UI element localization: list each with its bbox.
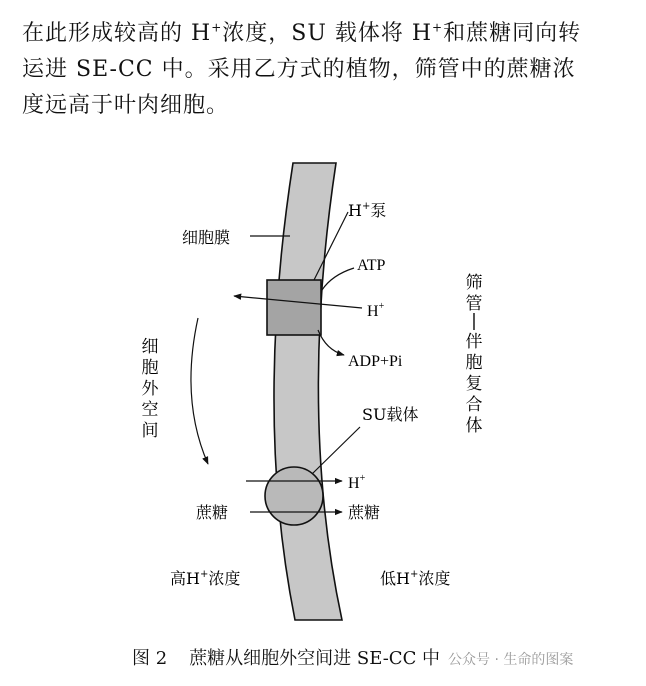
figure-caption xyxy=(132,644,440,670)
adp-arrow xyxy=(318,330,344,355)
adp-label: ADP+Pi xyxy=(348,353,403,370)
sucrose-left-label: 蔗糖 xyxy=(196,503,229,522)
su-carrier xyxy=(265,467,323,525)
figure-number: 图 2 xyxy=(132,648,168,669)
diffusion-curved-arrow xyxy=(191,318,208,464)
atp-arrow xyxy=(322,268,354,290)
watermark: 公众号 · 生命的图案 xyxy=(448,652,574,668)
paragraph-line-3: 度远高于叶肉细胞。 xyxy=(22,93,230,118)
su-carrier-label: SU载体 xyxy=(362,405,419,424)
paragraph-line-1: 在此形成较高的 H+浓度，SU 载体将 H+和蔗糖同向转 xyxy=(22,20,582,46)
figure-caption-text: 蔗糖从细胞外空间进 SE-CC 中 xyxy=(189,648,441,669)
h-pump xyxy=(267,280,321,335)
high-conc-label: 高H+浓度 xyxy=(170,569,241,588)
h-plus-pump-label: H+ xyxy=(367,301,385,320)
paragraph-line-2: 运进 SE-CC 中。采用乙方式的植物，筛管中的蔗糖浓 xyxy=(22,57,576,82)
membrane-band xyxy=(274,163,342,620)
membrane-label: 细胞膜 xyxy=(182,228,231,247)
sucrose-right-label: 蔗糖 xyxy=(348,503,381,522)
extracellular-label: 细胞外空间 xyxy=(141,337,159,441)
atp-label: ATP xyxy=(357,257,386,274)
h-pump-label: H+泵 xyxy=(348,201,387,220)
se-cc-label: 筛管|伴胞复合体 xyxy=(465,273,483,436)
h-plus-carrier-label: H+ xyxy=(348,473,366,492)
low-conc-label: 低H+浓度 xyxy=(380,569,451,588)
